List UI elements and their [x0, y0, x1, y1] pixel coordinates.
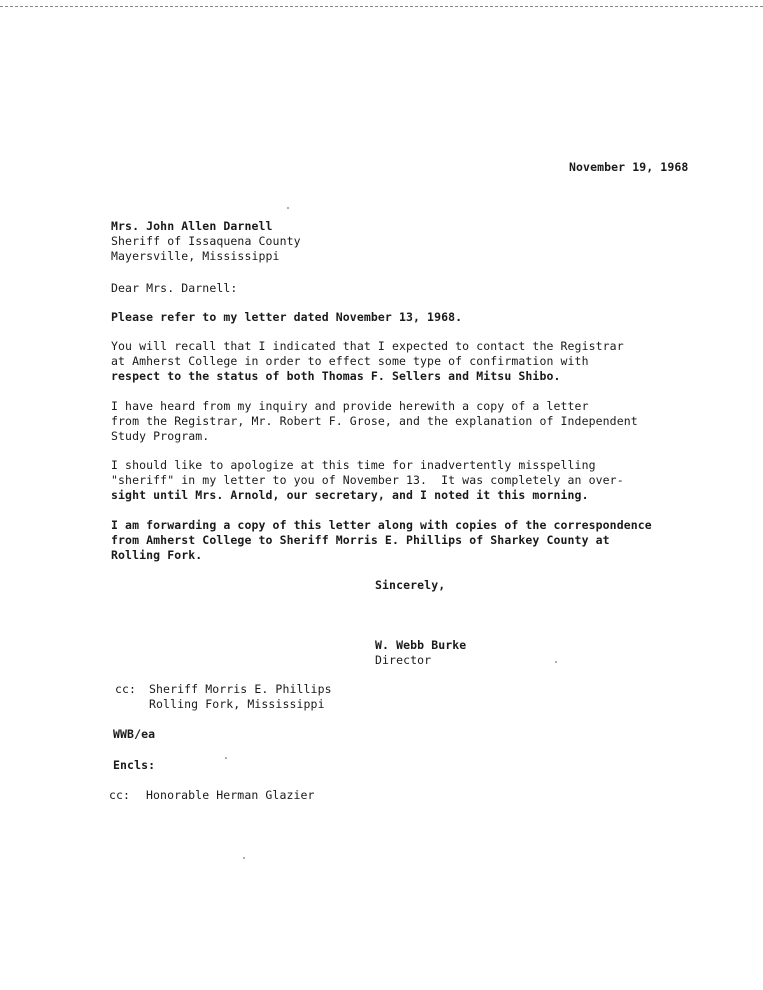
- scan-speck: [555, 661, 557, 663]
- recipient-name: Mrs. John Allen Darnell: [111, 219, 273, 233]
- paragraph-line: "sheriff" in my letter to you of November 13. It was completely an over-: [111, 473, 624, 487]
- cc-line: Sheriff Morris E. Phillips: [149, 682, 332, 696]
- signer-name: W. Webb Burke: [375, 638, 467, 652]
- typist-initials: WWB/ea: [113, 727, 156, 741]
- recipient-title: Sheriff of Issaquena County: [111, 234, 301, 248]
- recipient-city: Mayersville, Mississippi: [111, 249, 280, 263]
- paragraph-5: [111, 518, 652, 563]
- closing: Sincerely,: [375, 578, 446, 592]
- paragraph-line: respect to the status of both Thomas F. Sellers and Mitsu Shibo.: [111, 369, 561, 383]
- cc-label: cc:: [115, 682, 137, 696]
- paragraph-2: [111, 339, 624, 384]
- paragraph-line: Please refer to my letter dated November 13, 1968.: [111, 310, 463, 324]
- scan-speck: [225, 757, 227, 759]
- letter-date: November 19, 1968: [569, 160, 689, 174]
- cc2-name: Honorable Herman Glazier: [146, 788, 315, 802]
- cc2-label: cc:: [109, 788, 131, 802]
- paragraph-line: from the Registrar, Mr. Robert F. Grose, and the explanation of Independent: [111, 414, 638, 428]
- enclosures: Encls:: [113, 758, 156, 772]
- paragraph-line: You will recall that I indicated that I expected to contact the Registrar: [111, 339, 624, 353]
- paragraph-line: Rolling Fork.: [111, 548, 203, 562]
- paragraph-line: I have heard from my inquiry and provide herewith a copy of a letter: [111, 399, 589, 413]
- scan-speck: [287, 207, 289, 209]
- paragraph-3: [111, 399, 638, 444]
- signature-block: [375, 638, 466, 668]
- salutation: Dear Mrs. Darnell:: [111, 281, 238, 295]
- paragraph-line: I am forwarding a copy of this letter along with copies of the correspondence: [111, 518, 652, 532]
- paragraph-line: from Amherst College to Sheriff Morris E. Phillips of Sharkey County at: [111, 533, 610, 547]
- signer-title: Director: [375, 653, 432, 667]
- paragraph-1: [111, 310, 462, 325]
- cc-recipient: [149, 682, 332, 712]
- paragraph-line: I should like to apologize at this time for inadvertently misspelling: [111, 458, 596, 472]
- paragraph-line: at Amherst College in order to effect some type of confirmation with: [111, 354, 589, 368]
- recipient-address: [111, 219, 301, 264]
- page-top-edge: [0, 6, 763, 7]
- paragraph-4: [111, 458, 624, 503]
- paragraph-line: Study Program.: [111, 429, 210, 443]
- paragraph-line: sight until Mrs. Arnold, our secretary, and I noted it this morning.: [111, 488, 589, 502]
- cc-line: Rolling Fork, Mississippi: [149, 697, 325, 711]
- scan-speck: [243, 857, 245, 859]
